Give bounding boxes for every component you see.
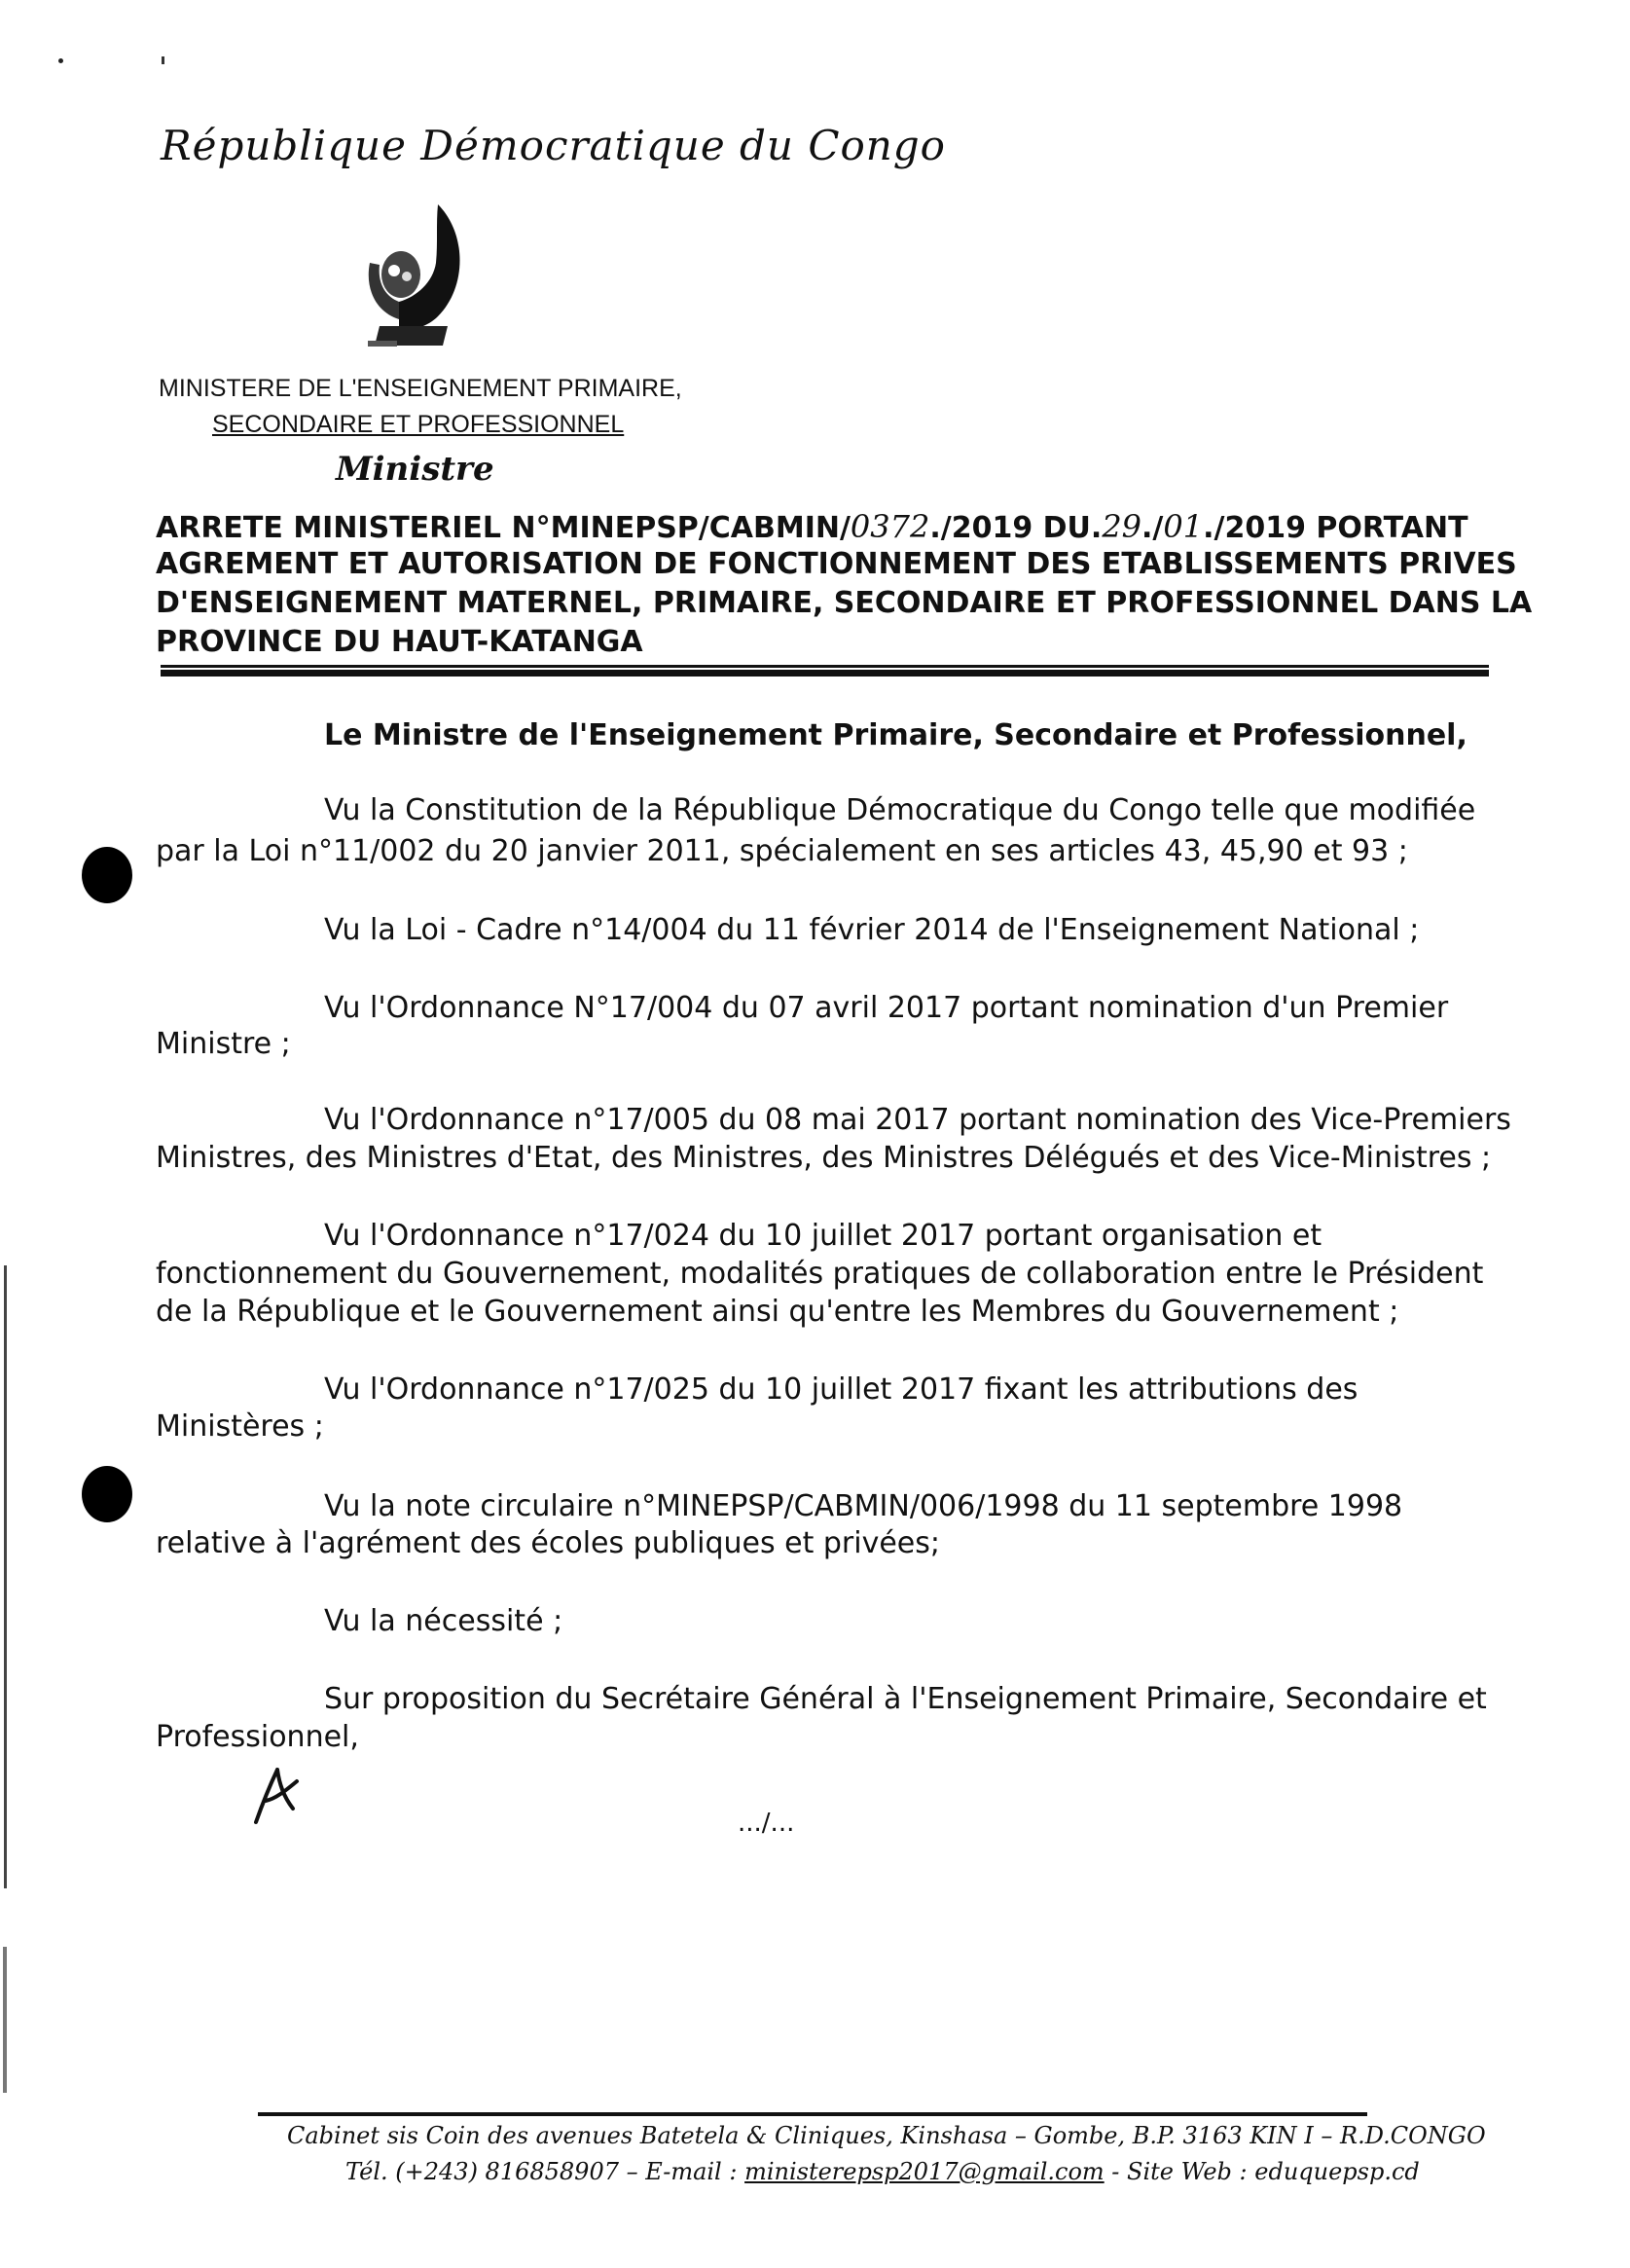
title-rule-thin (161, 665, 1489, 668)
handwritten-day: 29 (1102, 508, 1142, 545)
footer-contact (345, 2158, 1420, 2185)
paragraph-note-circulaire-line-2: relative à l'agrément des écoles publiques et privées; (156, 1526, 941, 1560)
paragraph-ordonnance-005-line-2: Ministres, des Ministres d'Etat, des Ministres, des Ministres Délégués et des Vice-Ministres ; (156, 1141, 1492, 1175)
punch-hole (82, 1466, 132, 1522)
ministry-line-1: MINISTERE DE L'ENSEIGNEMENT PRIMAIRE, (159, 375, 682, 402)
decree-date-prefix: ./2019 DU. (929, 511, 1103, 545)
paragraph-ordonnance-024-line-3: de la République et le Gouvernement ainsi qu'entre les Membres du Gouvernement ; (156, 1295, 1399, 1329)
footer-website: - Site Web : eduquepsp.cd (1104, 2158, 1420, 2185)
paragraph-loi-cadre: Vu la Loi - Cadre n°14/004 du 11 février 2014 de l'Enseignement National ; (324, 913, 1420, 947)
paragraph-constitution-line-1: Vu la Constitution de la République Démocratique du Congo telle que modifiée (324, 793, 1476, 827)
handwritten-decree-number: 0372 (850, 508, 930, 545)
paragraph-ordonnance-025-line-2: Ministères ; (156, 1409, 324, 1444)
footer-phone: Tél. (+243) 816858907 – E-mail : (345, 2158, 745, 2185)
date-separator: ./ (1141, 511, 1164, 545)
coat-of-arms-icon (321, 195, 477, 365)
initials-signature (248, 1762, 307, 1830)
minister-label: Ministre (336, 450, 494, 489)
paragraph-ordonnance-024-line-1: Vu l'Ordonnance n°17/024 du 10 juillet 2017 portant organisation et (324, 1219, 1322, 1253)
paragraph-ordonnance-025-line-1: Vu l'Ordonnance n°17/025 du 10 juillet 2017 fixant les attributions des (324, 1372, 1358, 1407)
decree-title-line-2: AGREMENT ET AUTORISATION DE FONCTIONNEMENT DES ETABLISSEMENTS PRIVES (156, 547, 1517, 581)
minister-heading: Le Ministre de l'Enseignement Primaire, Secondaire et Professionnel, (324, 718, 1467, 752)
scan-edge-line (3, 1947, 7, 2093)
paragraph-proposition-line-1: Sur proposition du Secrétaire Général à l'Enseignement Primaire, Secondaire et (324, 1682, 1487, 1716)
handwritten-month: 01 (1163, 508, 1204, 545)
paragraph-ordonnance-024-line-2: fonctionnement du Gouvernement, modalités pratiques de collaboration entre le Président (156, 1257, 1484, 1291)
ministry-line-2: SECONDAIRE ET PROFESSIONNEL (212, 411, 625, 438)
page-continuation-marker: .../... (738, 1809, 795, 1838)
punch-hole (82, 847, 132, 903)
decree-number-prefix: ARRETE MINISTERIEL N°MINEPSP/CABMIN/ (156, 511, 851, 545)
decree-title-line-1 (156, 508, 1468, 545)
scan-edge-line (4, 1265, 7, 1888)
footer-rule (258, 2112, 1367, 2116)
paragraph-ordonnance-004-line-2: Ministre ; (156, 1027, 291, 1061)
paragraph-note-circulaire-line-1: Vu la note circulaire n°MINEPSP/CABMIN/006/1998 du 11 septembre 1998 (324, 1489, 1403, 1523)
republic-heading: République Démocratique du Congo (161, 122, 946, 169)
title-rule-thick (161, 670, 1489, 677)
footer-email-link[interactable]: ministerepsp2017@gmail.com (744, 2158, 1105, 2185)
paragraph-necessite: Vu la nécessité ; (324, 1604, 563, 1638)
paragraph-ordonnance-004-line-1: Vu l'Ordonnance N°17/004 du 07 avril 2017 portant nomination d'un Premier (324, 991, 1449, 1025)
paragraph-constitution-line-2: par la Loi n°11/002 du 20 janvier 2011, spécialement en ses articles 43, 45,90 et 93 ; (156, 834, 1408, 868)
decree-title-line-4: PROVINCE DU HAUT-KATANGA (156, 625, 643, 659)
footer-address: Cabinet sis Coin des avenues Batetela & Cliniques, Kinshasa – Gombe, B.P. 3163 KIN I – R.D.CONGO (287, 2122, 1486, 2149)
paragraph-proposition-line-2: Professionnel, (156, 1720, 359, 1754)
paragraph-ordonnance-005-line-1: Vu l'Ordonnance n°17/005 du 08 mai 2017 portant nomination des Vice-Premiers (324, 1103, 1511, 1137)
decree-title-line-3: D'ENSEIGNEMENT MATERNEL, PRIMAIRE, SECONDAIRE ET PROFESSIONNEL DANS LA (156, 586, 1533, 620)
scan-speck (162, 56, 164, 64)
decree-title-suffix: ./2019 PORTANT (1203, 511, 1468, 545)
scan-speck (58, 58, 63, 63)
